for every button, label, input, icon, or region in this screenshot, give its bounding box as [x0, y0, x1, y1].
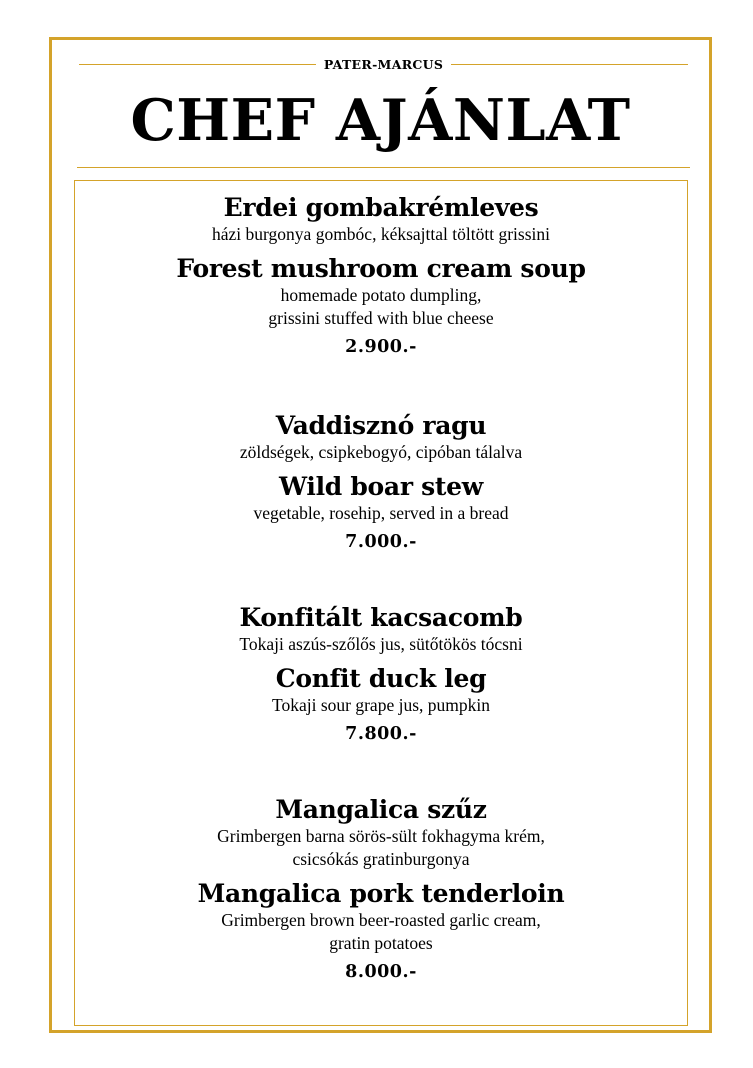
brand-name: PATER-MARCUS [323, 56, 444, 72]
dish-item [75, 193, 687, 358]
dish-description-en: homemade potato dumpling, [280, 285, 482, 305]
dish-item [75, 795, 687, 983]
title-divider [77, 167, 690, 168]
dish-description-en: grissini stuffed with blue cheese [268, 308, 494, 328]
page-title: CHEF AJÁNLAT [130, 87, 631, 154]
dish-name-en: Mangalica pork tenderloin [197, 879, 565, 908]
dish-name-hu: Erdei gombakrémleves [223, 193, 539, 222]
dish-price: 7.000.- [345, 532, 417, 552]
dish-description-hu: csicsókás gratinburgonya [292, 849, 470, 869]
dish-item [75, 411, 687, 553]
dish-price: 2.900.- [345, 337, 417, 357]
dish-list [74, 180, 688, 1026]
brand-divider-left [79, 64, 316, 65]
dish-description-hu: Tokaji aszús-szőlős jus, sütőtökös tócsni [239, 634, 523, 654]
dish-name-en: Forest mushroom cream soup [176, 254, 586, 283]
dish-price: 8.000.- [345, 962, 417, 982]
dish-name-hu: Vaddisznó ragu [275, 411, 487, 440]
dish-description-en: gratin potatoes [329, 933, 433, 953]
dish-description-en: Grimbergen brown beer-roasted garlic cream, [221, 910, 541, 930]
dish-item [75, 603, 687, 745]
dish-description-hu: zöldségek, csipkebogyó, cipóban tálalva [239, 442, 523, 462]
dish-description-en: vegetable, rosehip, served in a bread [253, 503, 509, 523]
dish-description-en: Tokaji sour grape jus, pumpkin [272, 695, 490, 715]
dish-description-hu: házi burgonya gombóc, kéksajttal töltött grissini [212, 224, 550, 244]
brand-row [79, 56, 688, 72]
brand-divider-right [451, 64, 688, 65]
dish-name-en: Wild boar stew [279, 472, 483, 501]
dish-price: 7.800.- [345, 724, 417, 744]
dish-description-hu: Grimbergen barna sörös-sült fokhagyma krém, [217, 826, 545, 846]
dish-name-en: Confit duck leg [275, 664, 487, 693]
dish-name-hu: Mangalica szűz [275, 795, 487, 824]
dish-name-hu: Konfitált kacsacomb [239, 603, 523, 632]
menu-frame [49, 37, 712, 1033]
